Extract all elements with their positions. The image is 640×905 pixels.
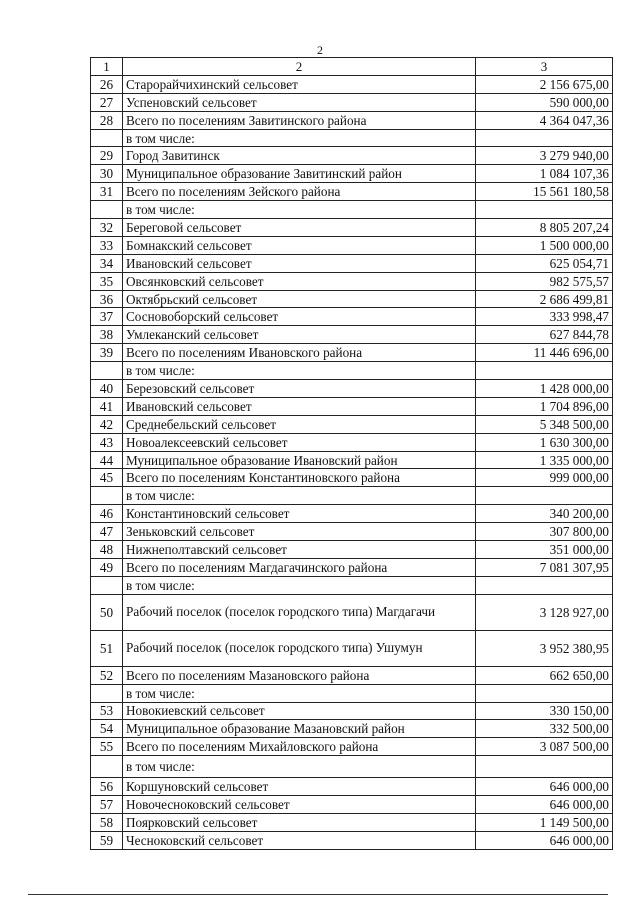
column-header-name: 2 <box>123 58 476 76</box>
allocation-table <box>90 57 613 850</box>
row-name: Всего по поселениям Зейского района <box>123 183 476 201</box>
row-number <box>91 487 123 505</box>
row-amount: 333 998,47 <box>476 308 613 326</box>
table-row <box>91 778 613 796</box>
table-row <box>91 487 613 505</box>
row-name: Нижнеполтавский сельсовет <box>123 541 476 559</box>
row-amount <box>476 362 613 380</box>
table-row <box>91 558 613 576</box>
row-name: Чесноковский сельсовет <box>123 831 476 849</box>
row-name: в том числе: <box>123 362 476 380</box>
row-number <box>91 362 123 380</box>
row-number: 48 <box>91 541 123 559</box>
table-row <box>91 594 613 630</box>
page-number: 2 <box>317 43 323 57</box>
row-name: Береговой сельсовет <box>123 219 476 237</box>
row-name: в том числе: <box>123 487 476 505</box>
row-amount: 4 364 047,36 <box>476 111 613 129</box>
row-amount: 1 428 000,00 <box>476 380 613 398</box>
row-number <box>91 684 123 702</box>
row-number: 59 <box>91 831 123 849</box>
row-name: Среднебельский сельсовет <box>123 415 476 433</box>
row-amount: 646 000,00 <box>476 831 613 849</box>
row-amount: 1 704 896,00 <box>476 397 613 415</box>
table-row <box>91 684 613 702</box>
row-name: Всего по поселениям Константиновского района <box>123 469 476 487</box>
row-number: 41 <box>91 397 123 415</box>
row-number: 31 <box>91 183 123 201</box>
row-number: 58 <box>91 813 123 831</box>
row-amount: 625 054,71 <box>476 254 613 272</box>
row-amount: 627 844,78 <box>476 326 613 344</box>
row-amount: 340 200,00 <box>476 505 613 523</box>
row-amount: 646 000,00 <box>476 796 613 814</box>
row-number: 40 <box>91 380 123 398</box>
row-amount: 646 000,00 <box>476 778 613 796</box>
row-number: 34 <box>91 254 123 272</box>
row-name: Муниципальное образование Ивановский район <box>123 451 476 469</box>
row-name: Поярковский сельсовет <box>123 813 476 831</box>
table-row <box>91 254 613 272</box>
table-row <box>91 236 613 254</box>
row-name: Константиновский сельсовет <box>123 505 476 523</box>
row-name: Муниципальное образование Мазановский район <box>123 720 476 738</box>
row-number <box>91 129 123 147</box>
row-amount: 5 348 500,00 <box>476 415 613 433</box>
table-row <box>91 165 613 183</box>
table-header-row <box>91 58 613 76</box>
row-number: 51 <box>91 630 123 666</box>
table-row <box>91 630 613 666</box>
table-row <box>91 183 613 201</box>
row-name: Всего по поселениям Завитинского района <box>123 111 476 129</box>
row-number: 57 <box>91 796 123 814</box>
row-name: Всего по поселениям Магдагачинского района <box>123 558 476 576</box>
row-amount: 15 561 180,58 <box>476 183 613 201</box>
row-amount: 1 630 300,00 <box>476 433 613 451</box>
row-number: 42 <box>91 415 123 433</box>
row-number <box>91 756 123 778</box>
column-header-amount: 3 <box>476 58 613 76</box>
row-name: Березовский сельсовет <box>123 380 476 398</box>
table-row <box>91 831 613 849</box>
row-name: Бомнакский сельсовет <box>123 236 476 254</box>
table-row <box>91 576 613 594</box>
row-amount: 3 087 500,00 <box>476 738 613 756</box>
row-number: 49 <box>91 558 123 576</box>
row-number: 35 <box>91 272 123 290</box>
row-amount: 330 150,00 <box>476 702 613 720</box>
footer-rule <box>28 894 608 895</box>
row-number: 39 <box>91 344 123 362</box>
table-row <box>91 756 613 778</box>
row-number: 33 <box>91 236 123 254</box>
row-number: 26 <box>91 75 123 93</box>
table-row <box>91 469 613 487</box>
row-name: Коршуновский сельсовет <box>123 778 476 796</box>
row-number: 55 <box>91 738 123 756</box>
row-amount: 1 500 000,00 <box>476 236 613 254</box>
table-row <box>91 738 613 756</box>
row-number: 47 <box>91 523 123 541</box>
row-name: в том числе: <box>123 201 476 219</box>
row-amount <box>476 129 613 147</box>
table-row <box>91 219 613 237</box>
table-row <box>91 541 613 559</box>
row-amount: 8 805 207,24 <box>476 219 613 237</box>
row-amount: 1 149 500,00 <box>476 813 613 831</box>
row-name: Рабочий поселок (поселок городского типа) Магдагачи <box>123 594 476 630</box>
table-row <box>91 111 613 129</box>
row-name: Октябрьский сельсовет <box>123 290 476 308</box>
table-row <box>91 326 613 344</box>
row-amount <box>476 201 613 219</box>
row-number: 56 <box>91 778 123 796</box>
row-number <box>91 576 123 594</box>
row-name: Всего по поселениям Ивановского района <box>123 344 476 362</box>
row-number: 30 <box>91 165 123 183</box>
row-amount: 662 650,00 <box>476 666 613 684</box>
row-amount: 999 000,00 <box>476 469 613 487</box>
table-row <box>91 451 613 469</box>
table-row <box>91 362 613 380</box>
row-amount <box>476 576 613 594</box>
row-name: Новокиевский сельсовет <box>123 702 476 720</box>
row-name: Ивановский сельсовет <box>123 397 476 415</box>
table-row <box>91 201 613 219</box>
row-amount: 1 335 000,00 <box>476 451 613 469</box>
table-row <box>91 397 613 415</box>
row-number: 53 <box>91 702 123 720</box>
row-number: 29 <box>91 147 123 165</box>
table-row <box>91 272 613 290</box>
table-row <box>91 813 613 831</box>
row-amount: 3 952 380,95 <box>476 630 613 666</box>
row-name: Зеньковский сельсовет <box>123 523 476 541</box>
table-row <box>91 380 613 398</box>
row-amount: 307 800,00 <box>476 523 613 541</box>
row-name: Город Завитинск <box>123 147 476 165</box>
table-row <box>91 344 613 362</box>
row-amount: 590 000,00 <box>476 93 613 111</box>
row-number <box>91 201 123 219</box>
row-name: Новочесноковский сельсовет <box>123 796 476 814</box>
table-row <box>91 666 613 684</box>
row-amount <box>476 684 613 702</box>
row-name: Всего по поселениям Мазановского района <box>123 666 476 684</box>
row-name: Новоалексеевский сельсовет <box>123 433 476 451</box>
table-row <box>91 290 613 308</box>
table-row <box>91 796 613 814</box>
column-header-number: 1 <box>91 58 123 76</box>
row-amount: 1 084 107,36 <box>476 165 613 183</box>
row-amount <box>476 756 613 778</box>
row-name: Рабочий поселок (поселок городского типа) Ушумун <box>123 630 476 666</box>
row-name: Старорайчихинский сельсовет <box>123 75 476 93</box>
table-row <box>91 75 613 93</box>
table-row <box>91 523 613 541</box>
row-amount: 332 500,00 <box>476 720 613 738</box>
row-name: Умлеканский сельсовет <box>123 326 476 344</box>
table-row <box>91 505 613 523</box>
row-name: в том числе: <box>123 576 476 594</box>
row-number: 38 <box>91 326 123 344</box>
row-amount: 2 156 675,00 <box>476 75 613 93</box>
row-number: 54 <box>91 720 123 738</box>
row-name: Сосновоборский сельсовет <box>123 308 476 326</box>
row-amount: 11 446 696,00 <box>476 344 613 362</box>
row-amount: 982 575,57 <box>476 272 613 290</box>
row-number: 52 <box>91 666 123 684</box>
row-name: Успеновский сельсовет <box>123 93 476 111</box>
table-row <box>91 147 613 165</box>
row-name: в том числе: <box>123 684 476 702</box>
row-number: 43 <box>91 433 123 451</box>
row-name: Ивановский сельсовет <box>123 254 476 272</box>
row-name: Муниципальное образование Завитинский район <box>123 165 476 183</box>
row-number: 44 <box>91 451 123 469</box>
row-amount: 3 279 940,00 <box>476 147 613 165</box>
table-row <box>91 702 613 720</box>
table-row <box>91 129 613 147</box>
row-number: 28 <box>91 111 123 129</box>
row-name: в том числе: <box>123 756 476 778</box>
row-number: 46 <box>91 505 123 523</box>
row-amount: 2 686 499,81 <box>476 290 613 308</box>
table-row <box>91 415 613 433</box>
row-amount: 7 081 307,95 <box>476 558 613 576</box>
table-row <box>91 720 613 738</box>
row-amount <box>476 487 613 505</box>
table-row <box>91 93 613 111</box>
table-row <box>91 308 613 326</box>
row-number: 50 <box>91 594 123 630</box>
row-number: 36 <box>91 290 123 308</box>
row-amount: 351 000,00 <box>476 541 613 559</box>
row-name: в том числе: <box>123 129 476 147</box>
row-number: 27 <box>91 93 123 111</box>
row-number: 45 <box>91 469 123 487</box>
row-number: 37 <box>91 308 123 326</box>
row-name: Всего по поселениям Михайловского района <box>123 738 476 756</box>
row-name: Овсянковский сельсовет <box>123 272 476 290</box>
table-row <box>91 433 613 451</box>
row-amount: 3 128 927,00 <box>476 594 613 630</box>
row-number: 32 <box>91 219 123 237</box>
table-body <box>91 58 613 850</box>
